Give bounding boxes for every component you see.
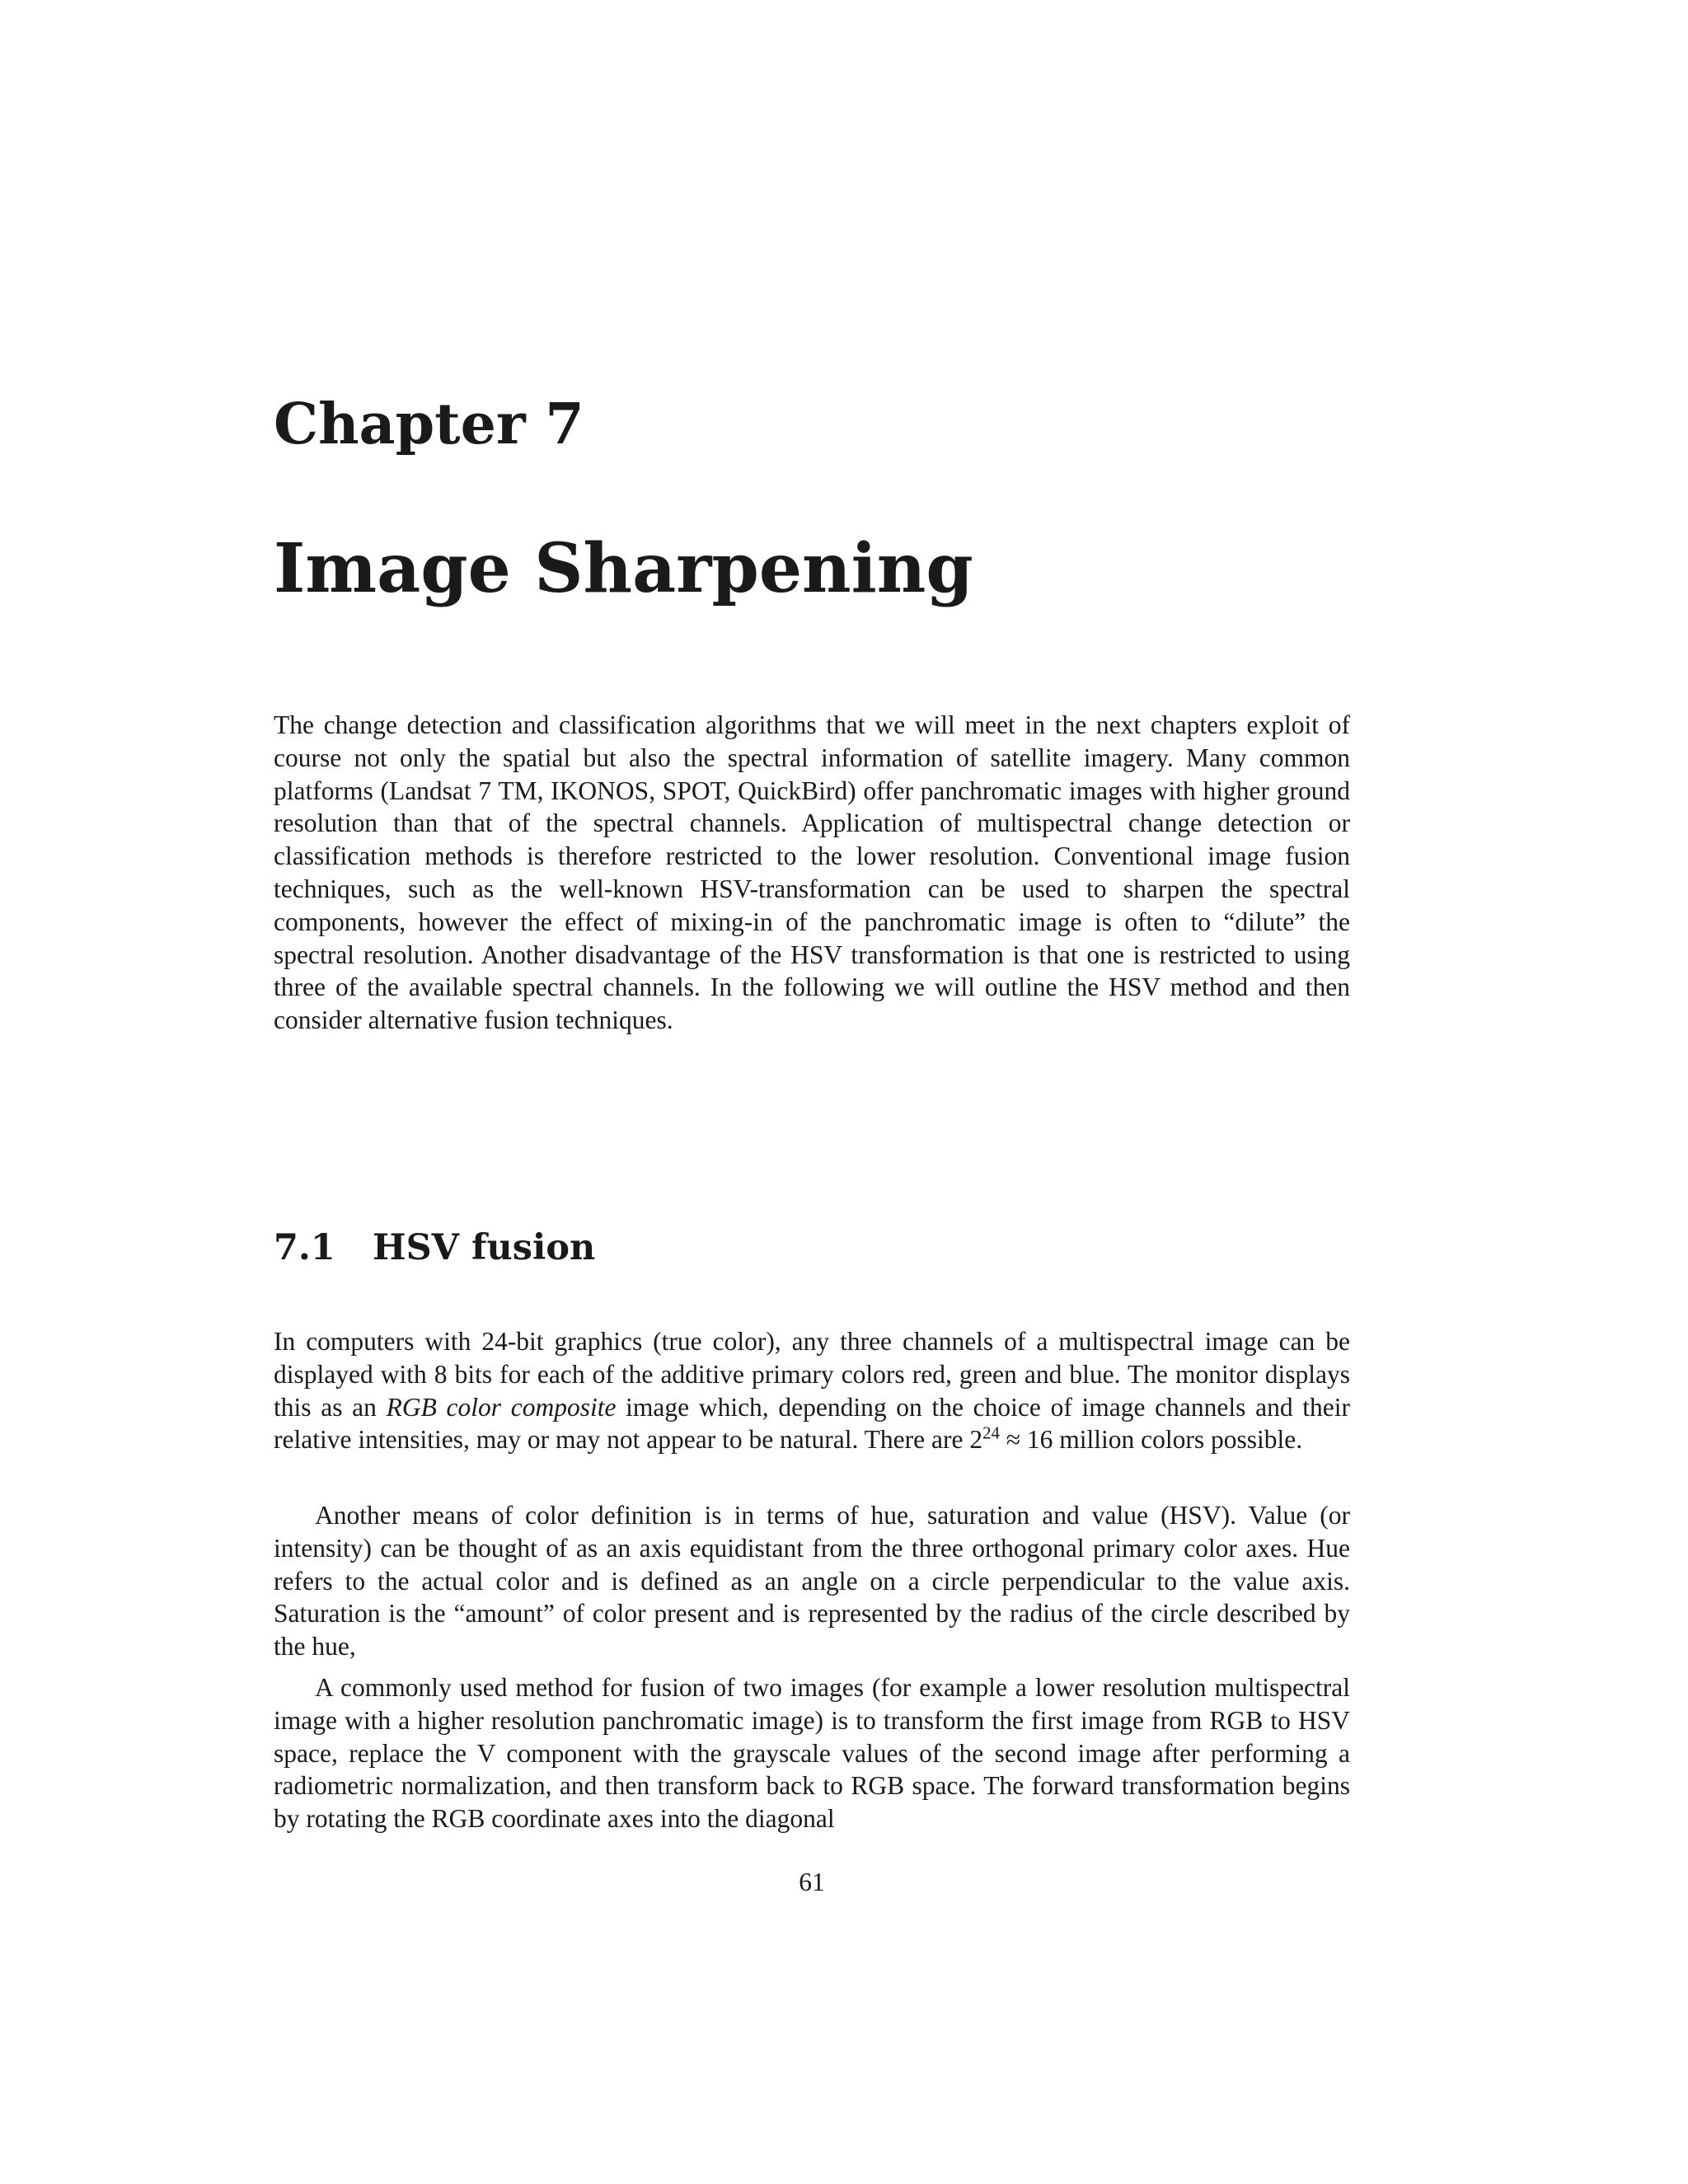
- section-paragraph-1: [274, 1325, 1350, 1456]
- p1-text-end: ≈ 16 million colors possible.: [999, 1425, 1303, 1455]
- chapter-title: Image Sharpening: [274, 529, 973, 608]
- section-heading: [274, 1225, 595, 1271]
- p1-text-middle: image which, depending on the choice of image channels and their relative intensities, may or may not appear to be natural. There are 2: [274, 1392, 1350, 1455]
- page-number: 61: [799, 1868, 825, 1896]
- section-paragraph-3: A commonly used method for fusion of two images (for example a lower resolution multispectral image with a higher resolution panchromatic image) is to transform the first image from RGB to HSV space, replace the V component with the grayscale values of the second image after performing a radiometric normalization, and then transform back to RGB space. The forward transformation begins by rotating the RGB coordinate axes into the diagonal: [274, 1673, 1350, 1834]
- section-title: HSV fusion: [373, 1227, 596, 1268]
- p1-exponent: 24: [982, 1423, 1000, 1443]
- section-paragraph-2: Another means of color definition is in terms of hue, saturation and value (HSV). Value (or intensity) can be thought of as an axis equidistant from the three orthogonal primary color axes. Hue refers to the actual color and is defined as an angle on a circle perpendicular to the value axis. Saturation is the “amount” of color present and is represented by the radius of the circle described by the hue,: [274, 1501, 1350, 1661]
- intro-paragraph: The change detection and classification algorithms that we will meet in the next chapters exploit of course not only the spatial but also the spectral information of satellite imagery. Many common platforms (Landsat 7 TM, IKONOS, SPOT, QuickBird) offer panchromatic images with higher ground resolution than that of the spectral channels. Application of multispectral change detection or classification methods is therefore restricted to the lower resolution. Conventional image fusion techniques, such as the well-known HSV-transformation can be used to sharpen the spectral components, however the effect of mixing-in of the panchromatic image is often to “dilute” the spectral resolution. Another disadvantage of the HSV transformation is that one is restricted to using three of the available spectral channels. In the following we will outline the HSV method and then consider alternative fusion techniques.: [274, 710, 1350, 1035]
- section-number: 7.1: [274, 1227, 335, 1268]
- p1-italic-term: RGB color composite: [386, 1392, 617, 1422]
- p1-text-start: In computers with 24-bit graphics (true color), any three channels of a multispectral image can be displayed with 8 bits for each of the additive primary colors red, green and blue. The monitor displays this as an: [274, 1327, 1350, 1422]
- chapter-label: Chapter 7: [274, 391, 584, 457]
